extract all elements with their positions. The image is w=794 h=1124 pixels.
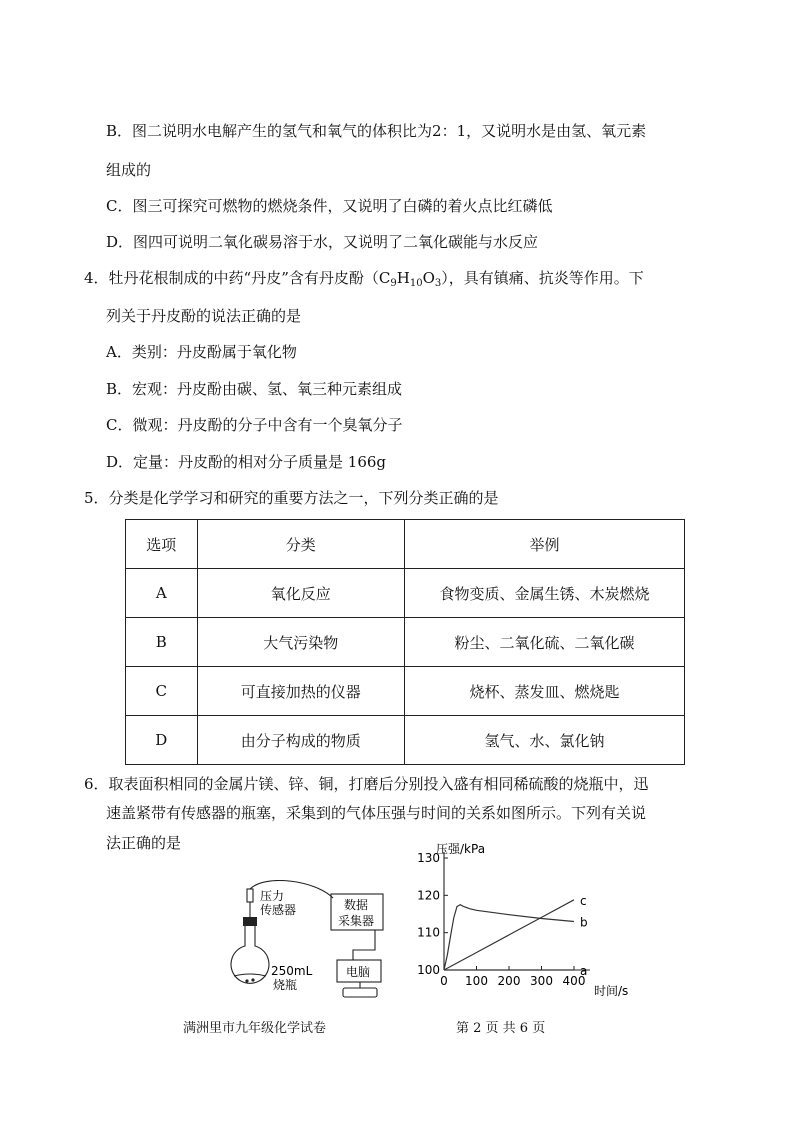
table-cell-option: C — [126, 667, 198, 716]
table-row — [126, 618, 685, 667]
table-cell-example: 粉尘、二氧化硫、二氧化碳 — [405, 618, 685, 667]
metal-piece-dot — [251, 978, 254, 981]
metal-piece-dot — [245, 979, 248, 982]
q4-option-a: A．类别：丹皮酚属于氧化物 — [106, 343, 297, 361]
y-axis-label: 压强/kPa — [436, 842, 486, 856]
table-header-example: 举例 — [405, 520, 685, 569]
formula-sub-3: 3 — [434, 278, 442, 289]
series-line-b — [444, 905, 574, 970]
formula-sub-9: 9 — [390, 278, 397, 289]
formula-h: H — [396, 269, 410, 287]
sensor-label-line1: 压力 — [260, 889, 285, 903]
y-tick-label: 100 — [417, 963, 440, 977]
table-cell-example: 食物变质、金属生锈、木炭燃烧 — [405, 569, 685, 618]
flask-liquid-line — [234, 974, 266, 976]
series-label-a: a — [580, 964, 588, 978]
y-tick-label: 130 — [417, 851, 440, 865]
q6-stem-line1: 6．取表面积相同的金属片镁、锌、铜，打磨后分别投入盛有相同稀硫酸的烧瓶中，迅 — [84, 775, 649, 793]
q3-option-c: C．图三可探究可燃物的燃烧条件，又说明了白磷的着火点比红磷低 — [106, 197, 553, 215]
series-label-b: b — [580, 915, 588, 930]
table-cell-category: 可直接加热的仪器 — [197, 667, 404, 716]
x-tick-label: 200 — [497, 974, 521, 988]
table-row — [126, 667, 685, 716]
chart-series — [444, 894, 588, 978]
table-cell-example: 氢气、水、氯化钠 — [405, 716, 685, 765]
collector-cable — [353, 930, 375, 960]
formula-o: O — [422, 269, 435, 287]
classification-table — [125, 519, 685, 765]
q4-option-d: D．定量：丹皮酚的相对分子质量是 166g — [106, 453, 387, 471]
table-header-option: 选项 — [126, 520, 198, 569]
q4-stem-part-a: 4．牡丹花根制成的中药“丹皮”含有丹皮酚（C — [84, 269, 391, 287]
series-line-c — [444, 900, 574, 970]
table-cell-option: D — [126, 716, 198, 765]
q3-option-b-line2: 组成的 — [106, 161, 152, 179]
table-header-row — [126, 520, 685, 569]
footer-exam-title: 满洲里市九年级化学试卷 — [183, 1021, 327, 1036]
flask-stopper — [243, 917, 257, 926]
q4-stem-part-b: ），具有镇痛、抗炎等作用。下 — [441, 269, 644, 287]
y-tick-label: 120 — [417, 888, 440, 903]
series-label-c: c — [580, 893, 587, 908]
flask-label-line2: 烧瓶 — [273, 978, 298, 992]
table-cell-category: 氧化反应 — [197, 569, 404, 618]
q4-stem-line2: 列关于丹皮酚的说法正确的是 — [106, 307, 302, 325]
footer-page-number: 第 2 页 共 6 页 — [456, 1021, 546, 1036]
pressure-time-chart — [410, 838, 650, 1008]
q6-stem-line3: 法正确的是 — [106, 834, 182, 852]
table-cell-category: 由分子构成的物质 — [197, 716, 404, 765]
q4-option-b: B．宏观：丹皮酚由碳、氢、氧三种元素组成 — [106, 380, 403, 398]
x-tick-label: 0 — [440, 974, 448, 988]
computer-base — [343, 988, 377, 997]
y-tick-label: 110 — [417, 925, 440, 940]
apparatus-diagram — [225, 880, 410, 1005]
table-cell-category: 大气污染物 — [197, 618, 404, 667]
collector-label-line2: 采集器 — [338, 914, 375, 928]
q3-option-b-line1: B．图二说明水电解产生的氢气和氧气的体积比为2：1，又说明水是由氢、氧元素 — [106, 122, 647, 140]
q4-option-c: C．微观：丹皮酚的分子中含有一个臭氧分子 — [106, 416, 403, 434]
sensor-label-line2: 传感器 — [260, 903, 297, 917]
x-tick-label: 300 — [530, 974, 553, 988]
collector-label-line1: 数据 — [344, 898, 369, 912]
x-axis-label: 时间/s — [594, 984, 629, 998]
q3-option-d: D．图四可说明二氧化碳易溶于水，又说明了二氧化碳能与水反应 — [106, 233, 539, 251]
chart-axes — [444, 852, 590, 970]
formula-sub-10: 10 — [409, 278, 423, 289]
x-tick-label: 400 — [562, 974, 586, 988]
computer-label: 电脑 — [346, 965, 371, 979]
q6-stem-line2: 速盖紧带有传感器的瓶塞，采集到的气体压强与时间的关系如图所示。下列有关说 — [106, 804, 647, 822]
q5-stem: 5．分类是化学学习和研究的重要方法之一，下列分类正确的是 — [84, 489, 499, 507]
table-header-category: 分类 — [197, 520, 404, 569]
table-cell-option: A — [126, 569, 198, 618]
flask-label-line1: 250mL — [271, 964, 313, 978]
x-tick-label: 100 — [465, 974, 488, 988]
table-row — [126, 716, 685, 765]
table-cell-option: B — [126, 618, 198, 667]
q4-stem-line1 — [84, 268, 644, 294]
pressure-sensor-shape — [247, 889, 253, 902]
table-row — [126, 569, 685, 618]
chart-ticks — [417, 851, 588, 988]
table-cell-example: 烧杯、蒸发皿、燃烧匙 — [405, 667, 685, 716]
